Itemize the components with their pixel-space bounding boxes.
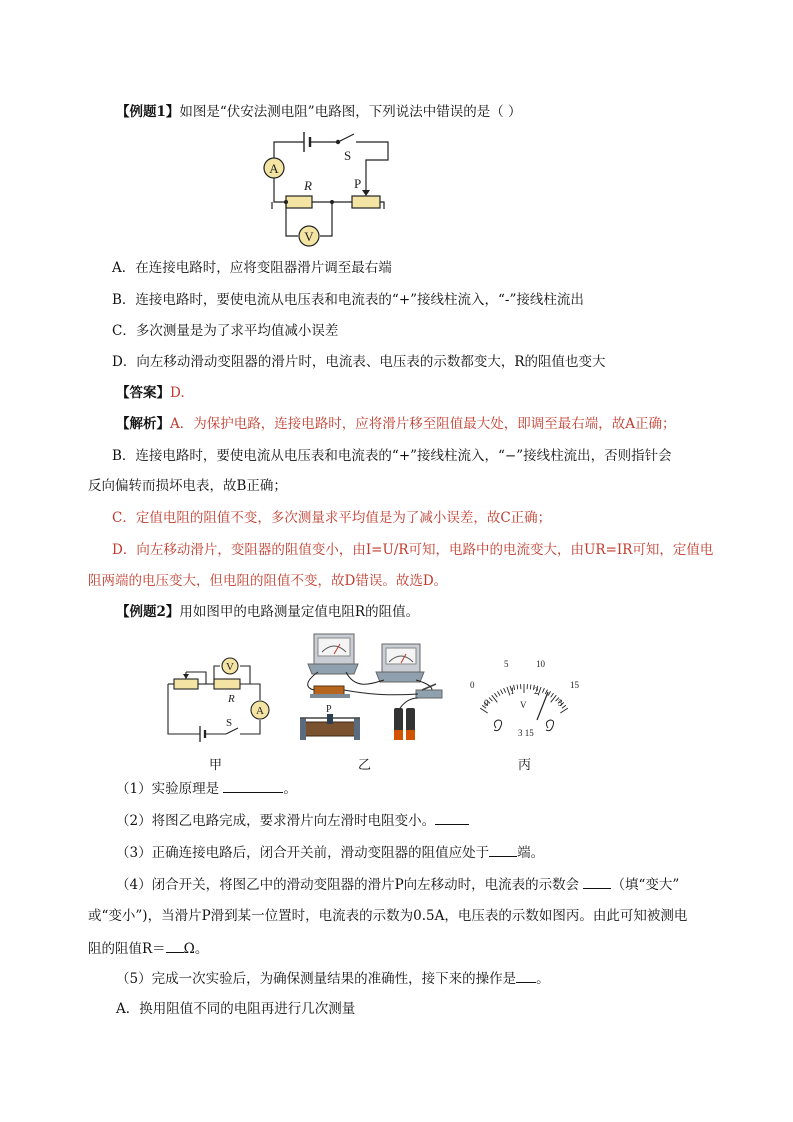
- item-1-tail: 。: [283, 781, 297, 797]
- dial-tick: [501, 690, 503, 695]
- slider-label: P: [354, 176, 362, 191]
- dial-tick: [548, 691, 551, 695]
- dial-bottom-tick-2: 2: [534, 686, 539, 696]
- dial-top-tick-10: 10: [536, 659, 545, 669]
- dial-bottom-tick-0: 0: [484, 698, 489, 708]
- jia-voltmeter-symbol: V: [226, 661, 234, 673]
- item-4-blank[interactable]: [583, 874, 611, 889]
- ex2-question-line: [116, 602, 419, 622]
- figure-jia-circuit: [162, 654, 274, 746]
- item-4-end-tail: Ω。: [183, 941, 209, 957]
- dial-tick: [480, 708, 488, 713]
- item-5-text: （5）完成一次实验后，为确保测量结果的准确性，接下来的操作是: [116, 971, 517, 987]
- item-1-blank[interactable]: [223, 778, 283, 793]
- resistance-blank[interactable]: [166, 938, 184, 953]
- dial-bottom-tick-1: 1: [510, 686, 515, 696]
- dial-tick: [530, 685, 531, 690]
- item-5-tail: 。: [536, 971, 550, 987]
- item-1-text: （1）实验原理是: [116, 781, 224, 797]
- ex1-analysis-line-1: [116, 414, 676, 434]
- ex1-circuit-diagram: [258, 126, 398, 251]
- analysis-text-2: B．连接电路时，要使电流从电压表和电流表的“+”接线柱流入，“−”接线柱流出，否则指针会: [112, 448, 672, 464]
- analysis-text-5: D．向左移动滑片，变阻器的阻值变小，由I=U/R可知，电路中的电流变大，由UR=IR可知，定值电: [112, 542, 714, 558]
- ex2-item-4: [116, 874, 679, 895]
- ex1-option-d: D．向左移动滑动变阻器的滑片时，电流表、电压表的示数都变大，R的阻值也变大: [112, 354, 606, 370]
- dial-tick: [497, 691, 500, 695]
- ex1-question: 如图是“伏安法测电阻”电路图，下列说法中错误的是（ ）: [179, 104, 522, 120]
- analysis-text-1: A．为保护电路，连接电路时，应将滑片移至阻值最大处，即调至最右端，故A正确；: [170, 416, 676, 432]
- ex2-question: 用如图甲的电路测量定值电阻R的阻值。: [179, 604, 420, 620]
- caption-jia: 甲: [209, 758, 223, 773]
- dial-tick: [495, 693, 498, 697]
- item-5-blank[interactable]: [516, 968, 536, 983]
- figure-yi-apparatus: [296, 632, 446, 752]
- caption-bing: 丙: [518, 758, 532, 773]
- analysis-tag: 【解析】: [116, 416, 170, 432]
- ex2-item-4-end: [88, 938, 208, 959]
- ex2-tag: 【例题2】: [116, 604, 180, 620]
- dial-tick: [489, 698, 492, 702]
- ex1-question-line: [116, 102, 522, 122]
- analysis-text-4: C．定值电阻的阻值不变，多次测量求平均值是为了减小误差，故C正确；: [112, 510, 552, 526]
- item-3-text: （3）正确连接电路后，闭合开关前，滑动变阻器的阻值应处于: [116, 845, 490, 861]
- answer-value: D.: [170, 385, 185, 401]
- dial-tick: [551, 693, 554, 697]
- ex2-item-4-cont: 或“变小”)，当滑片P滑到某一位置时，电流表的示数为0.5A，电压表的示数如图丙。由此可知被测电: [88, 908, 688, 924]
- resistor-label: R: [304, 178, 312, 193]
- ex1-answer-line: [116, 383, 185, 403]
- yi-slider-label: P: [326, 704, 332, 715]
- dial-terminals: 3 15: [518, 728, 534, 738]
- ex2-item-2: [116, 810, 469, 831]
- jia-resistor-label: R: [228, 693, 235, 705]
- switch-label: S: [344, 148, 352, 163]
- dial-tick: [538, 687, 541, 696]
- answer-tag: 【答案】: [116, 385, 170, 401]
- dial-top-tick-0: 0: [470, 680, 475, 690]
- ex2-item-3: [116, 842, 544, 863]
- ex2-item-1: [116, 778, 297, 799]
- voltmeter-symbol: V: [304, 229, 314, 244]
- caption-yi: 乙: [358, 758, 372, 773]
- item-4-text: （4）闭合开关，将图乙中的滑动变阻器的滑片P向左移动时，电流表的示数会: [116, 877, 584, 893]
- figure-bing-voltmeter-dial: [462, 658, 586, 744]
- dial-top-tick-5: 5: [504, 659, 509, 669]
- jia-switch-label: S: [226, 717, 233, 729]
- item-4-end-text: 阻的阻值R＝: [88, 941, 166, 957]
- item-2-text: （2）将图乙电路完成，要求滑片向左滑时电阻变小。: [116, 813, 436, 829]
- dial-bottom-tick-3: 3: [558, 698, 563, 708]
- dial-tick: [517, 685, 518, 690]
- dial-unit-label: V: [520, 700, 527, 710]
- item-3-blank[interactable]: [489, 842, 517, 857]
- dial-needle: [537, 692, 548, 720]
- ex1-option-c: C．多次测量是为了求平均值减小误差: [112, 323, 339, 339]
- ex1-option-b: B．连接电路时，要使电流从电压表和电流表的“+”接线柱流入，“-”接线柱流出: [112, 292, 584, 308]
- dial-tick: [542, 688, 544, 693]
- dial-top-tick-15: 15: [570, 680, 579, 690]
- item-4-tail: （填“变大”: [611, 877, 680, 893]
- analysis-text-3: 反向偏转而损坏电表，故B正确；: [88, 478, 287, 494]
- analysis-text-6: 阻两端的电压变大，但电阻的阻值不变，故D错误。故选D。: [88, 573, 448, 589]
- dial-tick: [560, 708, 568, 713]
- ammeter-symbol: A: [269, 161, 279, 176]
- dial-tick: [504, 688, 506, 693]
- ex2-option-a: A．换用阻值不同的电阻再进行几次测量: [116, 1001, 356, 1017]
- ex1-tag: 【例题1】: [116, 104, 180, 120]
- item-2-blank[interactable]: [435, 810, 469, 825]
- ex2-item-5: [116, 968, 550, 989]
- jia-ammeter-symbol: A: [256, 705, 264, 717]
- ex1-option-a: A．在连接电路时，应将变阻器滑片调至最右端: [112, 260, 392, 276]
- dial-tick: [562, 705, 566, 708]
- item-3-tail: 端。: [517, 845, 545, 861]
